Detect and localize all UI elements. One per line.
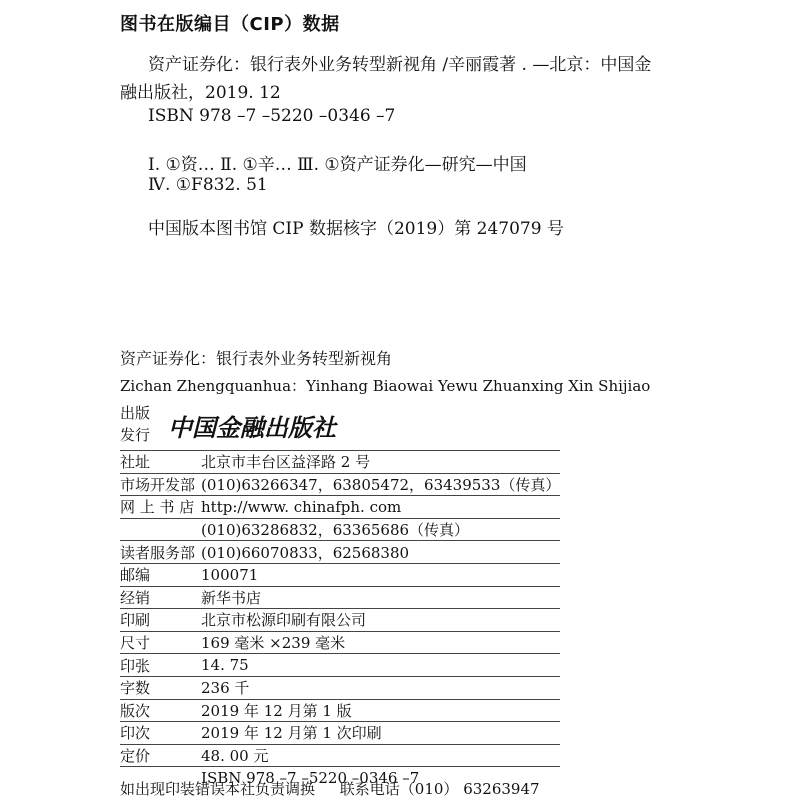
- colophon-row-value: 48. 00 元: [201, 747, 269, 766]
- colophon-row-label: 读者服务部: [120, 543, 196, 562]
- publisher-block: [120, 402, 760, 450]
- colophon-row: [120, 518, 560, 541]
- contact-phone: 联系电话（010） 63263947: [339, 780, 540, 798]
- colophon-row-label: 邮编: [120, 566, 151, 585]
- colophon-row-label: 市场开发部: [120, 475, 196, 494]
- colophon-row-value: 2019 年 12 月第 1 次印刷: [201, 724, 382, 743]
- cip-classification-number: Ⅳ. ①F832. 51: [148, 175, 268, 195]
- colophon-row-value: 236 千: [201, 679, 250, 698]
- misprint-notice: 如出现印装错误本社负责调换: [120, 780, 316, 798]
- distribute-label: 发行: [120, 426, 151, 444]
- colophon-row-value: 100071: [201, 565, 259, 584]
- colophon-row: [120, 496, 560, 519]
- colophon-row-label: 定价: [120, 747, 151, 766]
- colophon-row: [120, 631, 560, 654]
- colophon-row-label: 字数: [120, 679, 151, 698]
- colophon-row: [120, 699, 560, 722]
- colophon-row-label: 版次: [120, 701, 151, 720]
- colophon-row: [120, 473, 560, 496]
- colophon-row-label: 印张: [120, 656, 151, 675]
- colophon-row: [120, 609, 560, 632]
- colophon: [120, 346, 760, 789]
- colophon-row-label: 印刷: [120, 611, 151, 630]
- colophon-title-pinyin: Zichan Zhengquanhua：Yinhang Biaowai Yewu Zhuanxing Xin Shijiao: [120, 377, 651, 395]
- colophon-row: [120, 654, 560, 677]
- cip-record-line1: 资产证券化：银行表外业务转型新视角 /辛丽霞著 . —北京：中国金: [148, 55, 652, 75]
- cip-isbn: ISBN 978 –7 –5220 –0346 –7: [148, 106, 396, 126]
- publish-label: 出版: [120, 404, 151, 422]
- colophon-row-label: 经销: [120, 588, 151, 607]
- cip-record-line2: 融出版社，2019. 12: [120, 83, 281, 103]
- colophon-row: [120, 541, 560, 564]
- colophon-row-label: 印次: [120, 724, 151, 743]
- colophon-row: [120, 563, 560, 586]
- colophon-row-value: http://www. chinafph. com: [201, 497, 402, 516]
- colophon-row-value: ISBN 978 –7 –5220 –0346 –7: [201, 769, 420, 788]
- colophon-row-value: (010)63286832，63365686（传真）: [201, 521, 470, 540]
- colophon-row-value: 北京市松源印刷有限公司: [201, 611, 367, 630]
- colophon-row-value: 北京市丰台区益泽路 2 号: [201, 453, 371, 472]
- cip-title: 图书在版编目（CIP）数据: [120, 14, 340, 35]
- colophon-row: [120, 744, 560, 767]
- colophon-row: [120, 451, 560, 474]
- colophon-row: [120, 722, 560, 745]
- colophon-row-value: 169 毫米 ×239 毫米: [201, 634, 346, 653]
- colophon-row-label: 社址: [120, 453, 151, 472]
- colophon-row-value: (010)63266347，63805472，63439533（传真）: [201, 475, 561, 494]
- colophon-row-label: 尺寸: [120, 634, 151, 653]
- cip-number: 中国版本图书馆 CIP 数据核字（2019）第 247079 号: [148, 219, 564, 239]
- colophon-table: [120, 450, 560, 789]
- publisher-logo: 中国金融出版社: [168, 414, 336, 442]
- colophon-row-value: (010)66070833，62568380: [201, 543, 410, 562]
- colophon-row-label: 网 上 书 店: [120, 498, 195, 517]
- colophon-title: 资产证券化：银行表外业务转型新视角: [120, 349, 393, 368]
- colophon-row: [120, 676, 560, 699]
- cip-classification: Ⅰ. ①资… Ⅱ. ①辛… Ⅲ. ①资产证券化—研究—中国: [148, 155, 527, 175]
- footer-note: [120, 778, 540, 799]
- colophon-row-label: [120, 518, 201, 541]
- colophon-row-value: 新华书店: [201, 588, 262, 607]
- colophon-row: [120, 586, 560, 609]
- colophon-row-value: 2019 年 12 月第 1 版: [201, 701, 352, 720]
- colophon-row-value: 14. 75: [201, 656, 249, 675]
